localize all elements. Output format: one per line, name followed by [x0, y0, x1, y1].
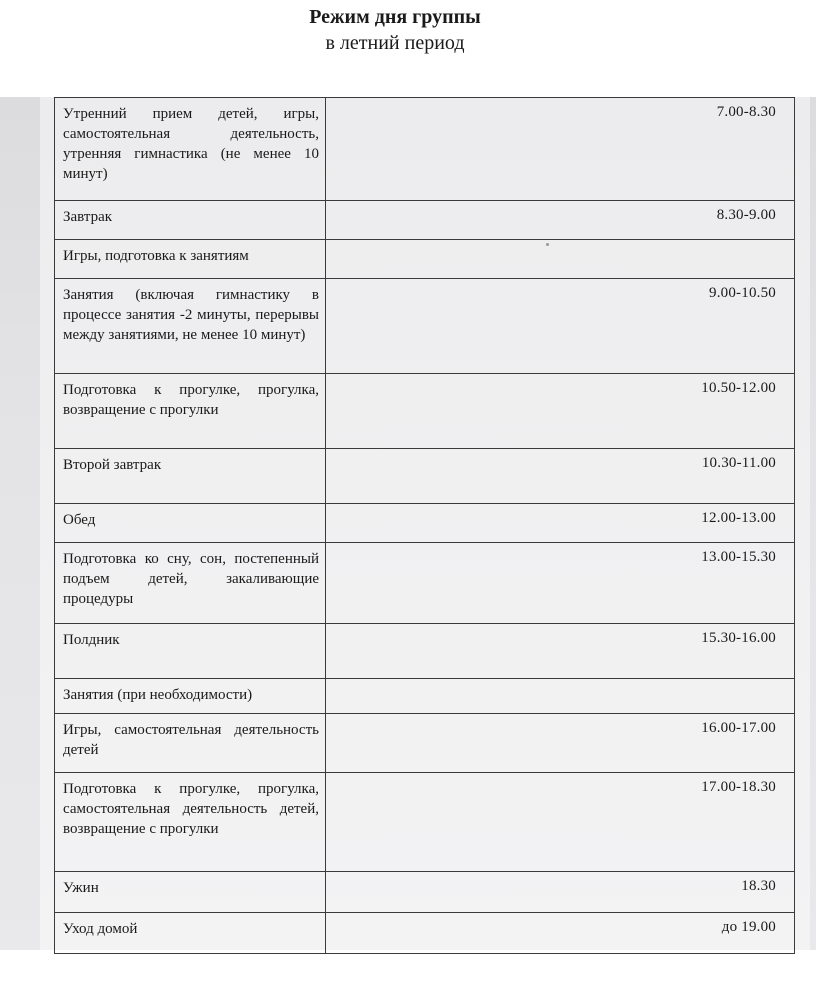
- time-cell: [326, 679, 795, 714]
- time-cell: 15.30-16.00: [326, 624, 795, 679]
- schedule-table: [54, 97, 795, 954]
- table-row: [55, 201, 795, 240]
- time-cell: 10.30-11.00: [326, 449, 795, 504]
- table-row: [55, 279, 795, 374]
- activity-cell: Уход домой: [55, 913, 326, 954]
- time-cell: 17.00-18.30: [326, 773, 795, 872]
- table-row: [55, 913, 795, 954]
- table-row: [55, 449, 795, 504]
- activity-cell: Ужин: [55, 872, 326, 913]
- activity-cell: Завтрак: [55, 201, 326, 240]
- activity-cell: Подготовка к прогулке, прогулка, самостоятельная деятельность детей, возвращение с прогулки: [55, 773, 326, 872]
- activity-cell: Второй завтрак: [55, 449, 326, 504]
- table-row: [55, 679, 795, 714]
- time-cell: 12.00-13.00: [326, 504, 795, 543]
- activity-cell: Игры, самостоятельная деятельность детей: [55, 714, 326, 773]
- table-row: [55, 98, 795, 201]
- activity-cell: Занятия (при необходимости): [55, 679, 326, 714]
- table-row: [55, 714, 795, 773]
- activity-cell: Утренний прием детей, игры, самостоятельная деятельность, утренняя гимнастика (не менее 10 минут): [55, 98, 326, 201]
- time-cell: 8.30-9.00: [326, 201, 795, 240]
- time-cell: 18.30: [326, 872, 795, 913]
- activity-cell: Занятия (включая гимнастику в процессе занятия -2 минуты, перерывы между занятиями, не менее 10 минут): [55, 279, 326, 374]
- time-cell: 10.50-12.00: [326, 374, 795, 449]
- table-row: [55, 504, 795, 543]
- time-cell: 7.00-8.30: [326, 98, 795, 201]
- time-cell: [326, 240, 795, 279]
- table-row: [55, 240, 795, 279]
- activity-cell: Подготовка ко сну, сон, постепенный подъем детей, закаливающие процедуры: [55, 543, 326, 624]
- activity-cell: Игры, подготовка к занятиям: [55, 240, 326, 279]
- time-cell: 16.00-17.00: [326, 714, 795, 773]
- time-cell: 9.00-10.50: [326, 279, 795, 374]
- time-cell: 13.00-15.30: [326, 543, 795, 624]
- table-row: [55, 872, 795, 913]
- table-row: [55, 374, 795, 449]
- table-row: [55, 773, 795, 872]
- activity-cell: Полдник: [55, 624, 326, 679]
- page-title: Режим дня группы: [309, 6, 481, 28]
- page-subtitle: в летний период: [325, 32, 465, 54]
- activity-cell: Подготовка к прогулке, прогулка, возвращение с прогулки: [55, 374, 326, 449]
- activity-cell: Обед: [55, 504, 326, 543]
- table-row: [55, 624, 795, 679]
- table-row: [55, 543, 795, 624]
- time-cell: до 19.00: [326, 913, 795, 954]
